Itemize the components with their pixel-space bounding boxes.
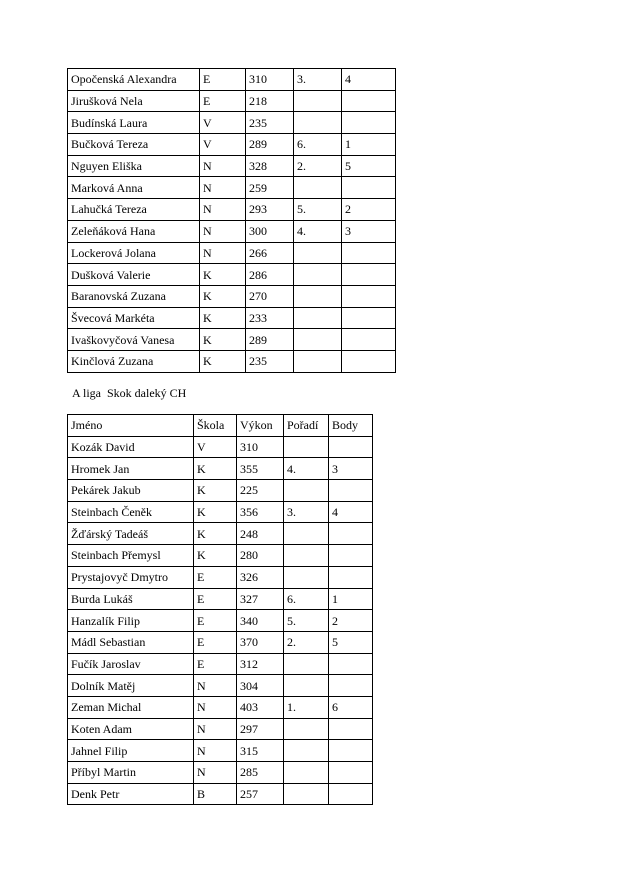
- table-row: [68, 69, 396, 91]
- table-row: [68, 220, 396, 242]
- table-row: [68, 285, 396, 307]
- cell-performance: 315: [237, 740, 284, 762]
- header-name: Jméno: [68, 415, 194, 437]
- cell-performance: 218: [246, 90, 294, 112]
- cell-name: Prystajovyč Dmytro: [68, 566, 194, 588]
- cell-rank: [284, 675, 329, 697]
- cell-school: K: [194, 480, 237, 502]
- cell-name: Žďárský Tadeáš: [68, 523, 194, 545]
- cell-school: N: [200, 155, 246, 177]
- cell-rank: 3.: [294, 69, 342, 91]
- table-row: [68, 307, 396, 329]
- cell-rank: [284, 718, 329, 740]
- cell-performance: 403: [237, 696, 284, 718]
- table-row: [68, 199, 396, 221]
- cell-performance: 259: [246, 177, 294, 199]
- cell-school: K: [194, 545, 237, 567]
- cell-rank: [284, 566, 329, 588]
- cell-points: [329, 436, 373, 458]
- cell-points: [329, 653, 373, 675]
- cell-performance: 312: [237, 653, 284, 675]
- cell-rank: 2.: [294, 155, 342, 177]
- cell-rank: [284, 653, 329, 675]
- table-row: [68, 631, 373, 653]
- cell-name: Hromek Jan: [68, 458, 194, 480]
- table-row: [68, 436, 373, 458]
- cell-school: N: [200, 199, 246, 221]
- cell-performance: 235: [246, 112, 294, 134]
- cell-name: Zeman Michal: [68, 696, 194, 718]
- cell-performance: 286: [246, 264, 294, 286]
- cell-name: Nguyen Eliška: [68, 155, 200, 177]
- cell-school: K: [200, 285, 246, 307]
- table-row: [68, 523, 373, 545]
- cell-school: N: [200, 220, 246, 242]
- cell-performance: 233: [246, 307, 294, 329]
- cell-points: 3: [342, 220, 396, 242]
- cell-rank: [294, 242, 342, 264]
- cell-points: 5: [342, 155, 396, 177]
- cell-points: 2: [329, 610, 373, 632]
- cell-points: [329, 675, 373, 697]
- cell-points: [342, 329, 396, 351]
- cell-school: K: [200, 307, 246, 329]
- cell-name: Zeleňáková Hana: [68, 220, 200, 242]
- cell-points: 3: [329, 458, 373, 480]
- cell-points: [342, 90, 396, 112]
- cell-school: E: [194, 588, 237, 610]
- cell-name: Steinbach Čeněk: [68, 501, 194, 523]
- cell-performance: 326: [237, 566, 284, 588]
- cell-name: Mádl Sebastian: [68, 631, 194, 653]
- cell-points: 5: [329, 631, 373, 653]
- cell-performance: 327: [237, 588, 284, 610]
- cell-rank: [284, 523, 329, 545]
- table-row: [68, 653, 373, 675]
- cell-name: Lockerová Jolana: [68, 242, 200, 264]
- cell-name: Koten Adam: [68, 718, 194, 740]
- cell-rank: [294, 90, 342, 112]
- cell-performance: 235: [246, 350, 294, 372]
- cell-name: Kozák David: [68, 436, 194, 458]
- cell-points: [329, 740, 373, 762]
- table-row: [68, 264, 396, 286]
- girls-table-body: [68, 69, 396, 373]
- cell-performance: 310: [237, 436, 284, 458]
- cell-school: V: [194, 436, 237, 458]
- table-row: [68, 762, 373, 784]
- cell-points: 4: [342, 69, 396, 91]
- cell-rank: [284, 545, 329, 567]
- cell-performance: 257: [237, 783, 284, 805]
- cell-rank: 6.: [294, 134, 342, 156]
- cell-points: [342, 242, 396, 264]
- cell-school: V: [200, 134, 246, 156]
- cell-performance: 248: [237, 523, 284, 545]
- cell-rank: [284, 740, 329, 762]
- cell-points: [342, 112, 396, 134]
- cell-rank: [284, 783, 329, 805]
- cell-performance: 328: [246, 155, 294, 177]
- cell-performance: 289: [246, 329, 294, 351]
- table-row: [68, 112, 396, 134]
- cell-school: E: [194, 653, 237, 675]
- table-row: [68, 675, 373, 697]
- cell-school: K: [194, 523, 237, 545]
- cell-performance: 280: [237, 545, 284, 567]
- cell-school: N: [194, 740, 237, 762]
- cell-rank: 4.: [284, 458, 329, 480]
- cell-points: [329, 783, 373, 805]
- boys-table-body: [68, 436, 373, 805]
- cell-points: [329, 523, 373, 545]
- cell-school: K: [200, 264, 246, 286]
- cell-name: Jahnel Filip: [68, 740, 194, 762]
- girls-results-table: [67, 68, 396, 373]
- cell-school: E: [200, 69, 246, 91]
- cell-points: [329, 480, 373, 502]
- cell-performance: 225: [237, 480, 284, 502]
- cell-school: V: [200, 112, 246, 134]
- cell-name: Bučková Tereza: [68, 134, 200, 156]
- table-row: [68, 588, 373, 610]
- table-row: [68, 480, 373, 502]
- table-header-row: [68, 415, 373, 437]
- cell-name: Jirušková Nela: [68, 90, 200, 112]
- header-performance: Výkon: [237, 415, 284, 437]
- cell-points: [342, 177, 396, 199]
- cell-points: [329, 762, 373, 784]
- table-row: [68, 458, 373, 480]
- cell-name: Budínská Laura: [68, 112, 200, 134]
- table-row: [68, 350, 396, 372]
- cell-name: Švecová Markéta: [68, 307, 200, 329]
- cell-points: [342, 264, 396, 286]
- cell-school: E: [194, 610, 237, 632]
- cell-name: Kinčlová Zuzana: [68, 350, 200, 372]
- cell-rank: 4.: [294, 220, 342, 242]
- cell-name: Marková Anna: [68, 177, 200, 199]
- cell-performance: 297: [237, 718, 284, 740]
- cell-points: [342, 350, 396, 372]
- cell-name: Lahučká Tereza: [68, 199, 200, 221]
- cell-rank: 3.: [284, 501, 329, 523]
- cell-name: Dolník Matěj: [68, 675, 194, 697]
- table-row: [68, 718, 373, 740]
- cell-school: N: [194, 718, 237, 740]
- cell-rank: 6.: [284, 588, 329, 610]
- table-row: [68, 610, 373, 632]
- cell-performance: 370: [237, 631, 284, 653]
- table-row: [68, 566, 373, 588]
- cell-school: E: [194, 566, 237, 588]
- cell-points: [329, 545, 373, 567]
- cell-name: Ivaškovyčová Vanesa: [68, 329, 200, 351]
- cell-performance: 270: [246, 285, 294, 307]
- section-title: A liga Skok daleký CH: [72, 386, 187, 400]
- cell-performance: 310: [246, 69, 294, 91]
- cell-performance: 340: [237, 610, 284, 632]
- cell-rank: [294, 329, 342, 351]
- cell-school: N: [194, 675, 237, 697]
- cell-rank: [284, 436, 329, 458]
- cell-name: Dušková Valerie: [68, 264, 200, 286]
- cell-rank: [294, 177, 342, 199]
- header-rank: Pořadí: [284, 415, 329, 437]
- cell-name: Baranovská Zuzana: [68, 285, 200, 307]
- cell-school: N: [200, 242, 246, 264]
- table-row: [68, 90, 396, 112]
- cell-points: 4: [329, 501, 373, 523]
- cell-rank: [284, 762, 329, 784]
- cell-name: Opočenská Alexandra: [68, 69, 200, 91]
- cell-name: Fučík Jaroslav: [68, 653, 194, 675]
- cell-performance: 293: [246, 199, 294, 221]
- table-row: [68, 783, 373, 805]
- cell-performance: 356: [237, 501, 284, 523]
- cell-points: 2: [342, 199, 396, 221]
- cell-name: Steinbach Přemysl: [68, 545, 194, 567]
- cell-school: K: [194, 501, 237, 523]
- cell-points: 1: [342, 134, 396, 156]
- cell-school: K: [200, 329, 246, 351]
- table-row: [68, 501, 373, 523]
- cell-rank: 2.: [284, 631, 329, 653]
- table-row: [68, 134, 396, 156]
- table-row: [68, 329, 396, 351]
- header-school: Škola: [194, 415, 237, 437]
- cell-school: K: [194, 458, 237, 480]
- cell-performance: 355: [237, 458, 284, 480]
- cell-rank: 5.: [284, 610, 329, 632]
- cell-school: N: [200, 177, 246, 199]
- cell-rank: [294, 112, 342, 134]
- cell-points: [329, 566, 373, 588]
- table-row: [68, 177, 396, 199]
- table-row: [68, 155, 396, 177]
- cell-name: Příbyl Martin: [68, 762, 194, 784]
- cell-rank: 5.: [294, 199, 342, 221]
- cell-performance: 300: [246, 220, 294, 242]
- cell-performance: 289: [246, 134, 294, 156]
- cell-points: [342, 307, 396, 329]
- cell-rank: [294, 350, 342, 372]
- cell-school: N: [194, 696, 237, 718]
- cell-points: [329, 718, 373, 740]
- table-row: [68, 696, 373, 718]
- cell-school: E: [200, 90, 246, 112]
- cell-school: B: [194, 783, 237, 805]
- cell-name: Hanzalík Filip: [68, 610, 194, 632]
- cell-rank: [294, 307, 342, 329]
- cell-name: Pekárek Jakub: [68, 480, 194, 502]
- boys-results-table: [67, 414, 373, 805]
- cell-rank: [294, 285, 342, 307]
- cell-performance: 285: [237, 762, 284, 784]
- table-row: [68, 740, 373, 762]
- cell-school: E: [194, 631, 237, 653]
- header-points: Body: [329, 415, 373, 437]
- cell-name: Denk Petr: [68, 783, 194, 805]
- cell-rank: [294, 264, 342, 286]
- cell-points: 6: [329, 696, 373, 718]
- cell-points: 1: [329, 588, 373, 610]
- cell-performance: 304: [237, 675, 284, 697]
- cell-school: N: [194, 762, 237, 784]
- cell-school: K: [200, 350, 246, 372]
- table-row: [68, 242, 396, 264]
- cell-points: [342, 285, 396, 307]
- cell-performance: 266: [246, 242, 294, 264]
- table-row: [68, 545, 373, 567]
- cell-rank: 1.: [284, 696, 329, 718]
- cell-rank: [284, 480, 329, 502]
- cell-name: Burda Lukáš: [68, 588, 194, 610]
